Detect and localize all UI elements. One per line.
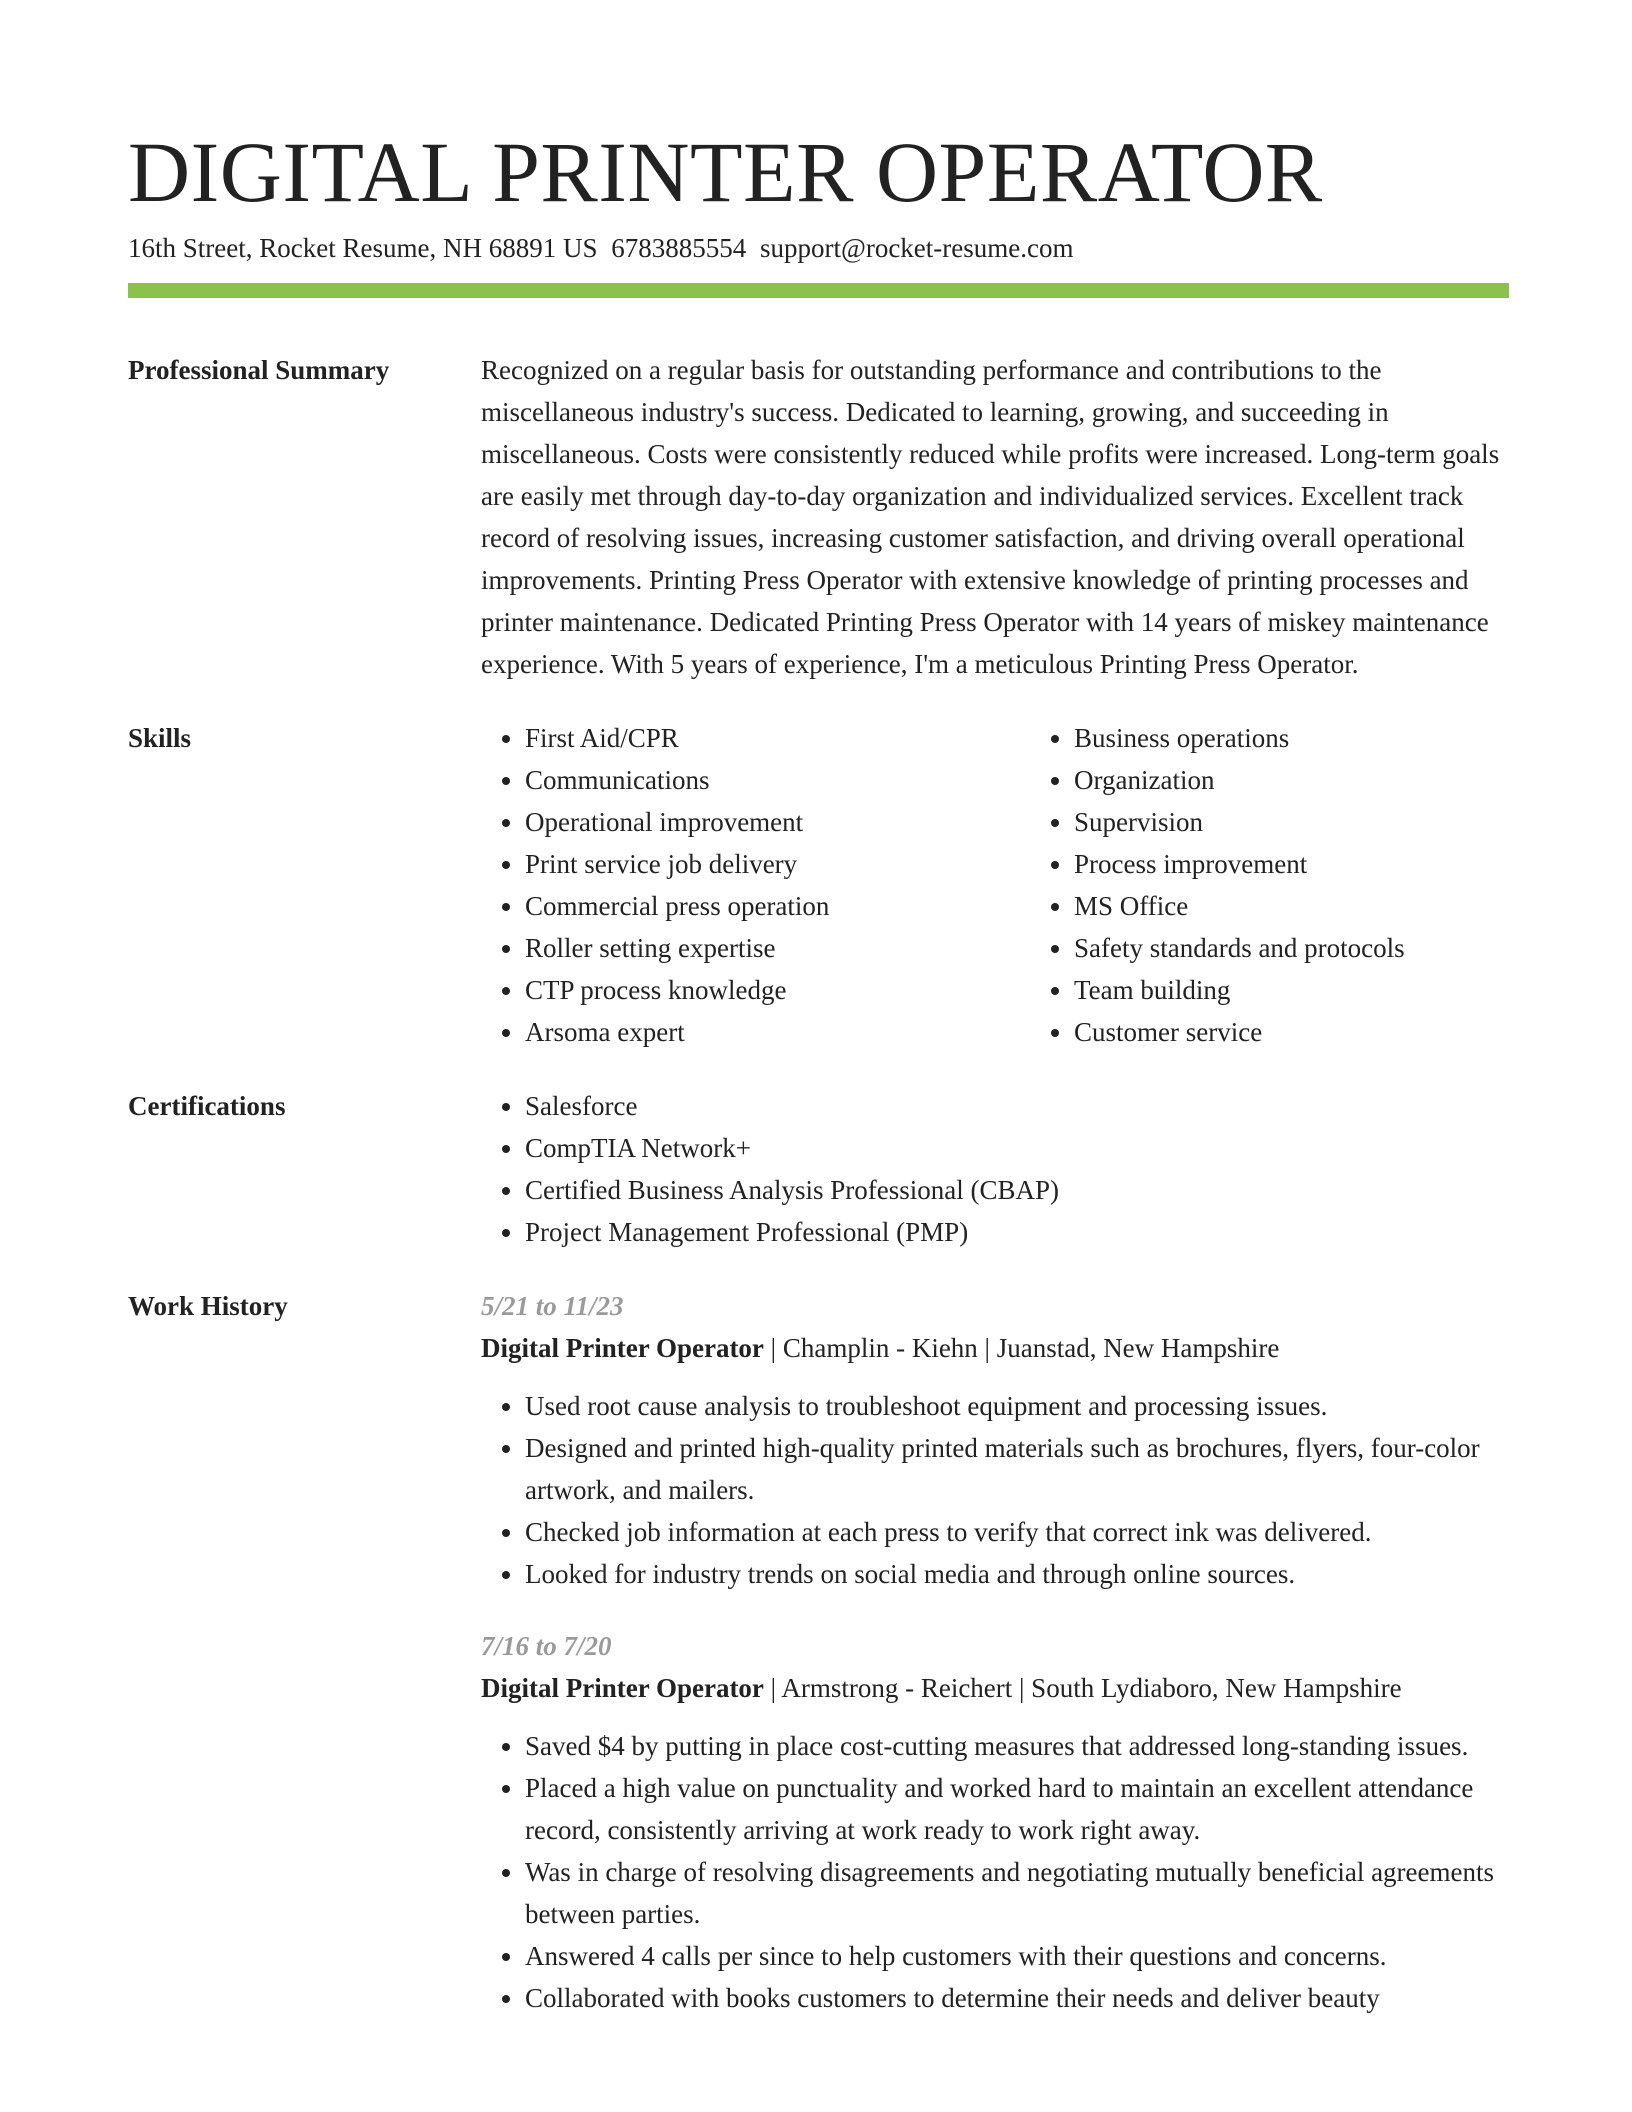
certifications-label: Certifications bbox=[128, 1091, 286, 1121]
skill-item: • Team building bbox=[1074, 969, 1579, 1011]
job-bullet: • Answered 4 calls per since to help customers with their questions and concerns. bbox=[525, 1935, 1509, 1977]
skills-left-list bbox=[481, 717, 1030, 1053]
certifications-list bbox=[481, 1085, 1509, 1253]
skill-item: • Process improvement bbox=[1074, 843, 1579, 885]
contact-phone: 6783885554 bbox=[611, 233, 747, 263]
contact-address: 16th Street, Rocket Resume, NH 68891 US bbox=[128, 233, 598, 263]
skill-item: • Supervision bbox=[1074, 801, 1579, 843]
certifications-body bbox=[481, 1085, 1509, 1253]
skill-item: • MS Office bbox=[1074, 885, 1579, 927]
accent-divider bbox=[128, 283, 1509, 298]
contact-line bbox=[128, 230, 1509, 266]
skill-item: • Organization bbox=[1074, 759, 1579, 801]
certification-item: • Project Management Professional (PMP) bbox=[525, 1211, 1509, 1253]
job-bullet: • Collaborated with books customers to determine their needs and deliver beauty bbox=[525, 1977, 1509, 2019]
job-heading bbox=[481, 1667, 1509, 1709]
job-company-location: | Champlin - Kiehn | Juanstad, New Hampshire bbox=[770, 1333, 1280, 1363]
skills-section bbox=[128, 717, 1509, 1053]
job-bullet: • Looked for industry trends on social media and through online sources. bbox=[525, 1553, 1509, 1595]
skills-grid bbox=[481, 717, 1579, 1053]
certification-item: • Certified Business Analysis Professional (CBAP) bbox=[525, 1169, 1509, 1211]
job-bullet: • Used root cause analysis to troubleshoot equipment and processing issues. bbox=[525, 1385, 1509, 1427]
job-company-location: | Armstrong - Reichert | South Lydiaboro, New Hampshire bbox=[770, 1673, 1402, 1703]
job-title: Digital Printer Operator bbox=[481, 1333, 764, 1363]
job-bullet: • Saved $4 by putting in place cost-cutting measures that addressed long-standing issues. bbox=[525, 1725, 1509, 1767]
skill-item: • Roller setting expertise bbox=[525, 927, 1030, 969]
job-bullets bbox=[481, 1385, 1509, 1595]
resume-name-heading: DIGITAL PRINTER OPERATOR bbox=[128, 124, 1323, 220]
job-bullets bbox=[481, 1725, 1509, 2019]
skills-body bbox=[481, 717, 1579, 1053]
work-history-section bbox=[128, 1285, 1509, 2049]
resume-page bbox=[128, 0, 1509, 2049]
job-title: Digital Printer Operator bbox=[481, 1673, 764, 1703]
summary-text: Recognized on a regular basis for outstanding performance and contributions to the miscellaneous industry's success. Dedicated to learning, growing, and succeeding in miscellaneous. Costs were consistently reduced while profits were increased. Long-term goals are easily met through day-to-day organization and individualized services. Excellent track record of resolving issues, increasing customer satisfaction, and driving overall operational improvements. Printing Press Operator with extensive knowledge of printing processes and printer maintenance. Dedicated Printing Press Operator with 14 years of miskey maintenance experience. With 5 years of experience, I'm a meticulous Printing Press Operator. bbox=[481, 355, 1500, 679]
job-bullet: • Placed a high value on punctuality and worked hard to maintain an excellent attendance record, consistently arriving at work ready to work right away. bbox=[525, 1767, 1509, 1851]
summary-body bbox=[481, 349, 1509, 685]
skill-item: • Business operations bbox=[1074, 717, 1579, 759]
summary-section bbox=[128, 349, 1509, 685]
skill-item: • Communications bbox=[525, 759, 1030, 801]
job-dates: 5/21 to 11/23 bbox=[481, 1291, 624, 1321]
job-entry bbox=[481, 1625, 1509, 2019]
skills-label: Skills bbox=[128, 723, 192, 753]
job-heading bbox=[481, 1327, 1509, 1369]
skill-item: • Arsoma expert bbox=[525, 1011, 1030, 1053]
certifications-section bbox=[128, 1085, 1509, 1253]
certification-item: • Salesforce bbox=[525, 1085, 1509, 1127]
skill-item: • CTP process knowledge bbox=[525, 969, 1030, 1011]
job-dates: 7/16 to 7/20 bbox=[481, 1631, 612, 1661]
skill-item: • Operational improvement bbox=[525, 801, 1030, 843]
skill-item: • Commercial press operation bbox=[525, 885, 1030, 927]
job-bullet: • Was in charge of resolving disagreements and negotiating mutually beneficial agreements between parties. bbox=[525, 1851, 1509, 1935]
skill-item: • Customer service bbox=[1074, 1011, 1579, 1053]
certification-item: • CompTIA Network+ bbox=[525, 1127, 1509, 1169]
skill-item: • Print service job delivery bbox=[525, 843, 1030, 885]
skills-right-list bbox=[1030, 717, 1579, 1053]
skill-item: • Safety standards and protocols bbox=[1074, 927, 1579, 969]
work-history-body bbox=[481, 1285, 1509, 2049]
work-history-label: Work History bbox=[128, 1291, 288, 1321]
summary-label: Professional Summary bbox=[128, 355, 390, 385]
contact-email: support@rocket-resume.com bbox=[759, 233, 1074, 263]
skill-item: • First Aid/CPR bbox=[525, 717, 1030, 759]
job-bullet: • Checked job information at each press to verify that correct ink was delivered. bbox=[525, 1511, 1509, 1553]
job-entry bbox=[481, 1285, 1509, 1595]
job-bullet: • Designed and printed high-quality printed materials such as brochures, flyers, four-color artwork, and mailers. bbox=[525, 1427, 1509, 1511]
